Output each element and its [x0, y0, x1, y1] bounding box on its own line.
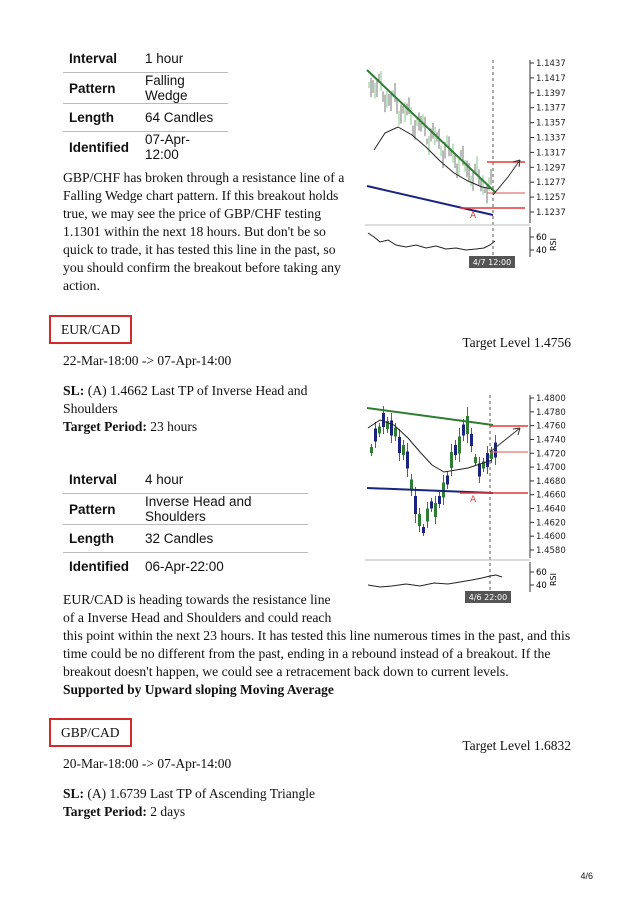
row-value: Inverse Head and Shoulders	[139, 494, 308, 525]
candle-body	[426, 509, 429, 522]
supported-text: Supported by Upward sloping Moving Average	[63, 682, 334, 697]
time-label: 4/7 12:00	[472, 258, 512, 267]
price-tick-label: 1.4780	[536, 407, 566, 418]
candle-body	[454, 445, 457, 455]
row-label: Interval	[63, 45, 139, 73]
rsi-label: RSI	[549, 238, 558, 251]
candle-body	[390, 421, 393, 436]
price-tick-label: 1.1237	[536, 208, 566, 218]
candle-body	[494, 443, 497, 458]
price-tick-label: 1.1277	[536, 178, 566, 189]
sl-line-3	[63, 785, 315, 803]
row-label: Identified	[69, 139, 129, 155]
candle-body	[406, 452, 409, 469]
row-value: 64 Candles	[139, 104, 228, 132]
price-tick-label: 1.1357	[536, 118, 566, 129]
row-label: Pattern	[63, 73, 139, 104]
price-tick-label: 1.1437	[536, 59, 566, 69]
price-ticks	[530, 59, 566, 218]
candle-body	[466, 416, 469, 434]
candle-body	[374, 429, 377, 442]
price-tick-label: 1.4580	[536, 546, 566, 556]
price-tick-label: 1.1337	[536, 133, 566, 144]
candle-body	[422, 527, 425, 533]
description-2-line: EUR/CAD is heading towards the resistance line	[63, 592, 331, 607]
rsi-label: RSI	[549, 573, 558, 586]
candle-body	[434, 503, 437, 517]
description-2-line: this point within the next 23 hours. It has tested this line numerous times in the past, and this time could be no different from the past, ending in a rebound instead of a breakout. If the breakout doesn't happen, we could see a retracement back down to current levels.	[63, 628, 571, 679]
price-tick-label: 1.4740	[536, 435, 566, 446]
table-row	[63, 132, 228, 163]
candles	[370, 406, 497, 536]
table-row	[63, 466, 308, 494]
candle-body	[382, 413, 385, 427]
pattern-info-table-1	[63, 45, 228, 162]
projection-arrow	[490, 428, 520, 452]
target-period-value: 23 hours	[150, 419, 198, 434]
row-label: Interval	[63, 466, 139, 494]
row-label: Length	[63, 525, 139, 553]
target-period-2	[63, 418, 197, 436]
price-tick-label: 1.1397	[536, 88, 566, 99]
row-label: Pattern	[63, 494, 139, 525]
target-level-3: Target Level 1.6832	[462, 738, 571, 753]
price-tick-label: 1.4660	[536, 490, 566, 501]
candle-body	[430, 502, 433, 509]
row-value: 4 hour	[139, 466, 308, 494]
point-a-label: A	[470, 495, 477, 505]
table-row	[63, 494, 308, 525]
candle-body	[378, 427, 381, 434]
price-tick-label: 1.4680	[536, 476, 566, 487]
pair-box-eurcad: EUR/CAD	[49, 315, 132, 344]
table-row	[63, 45, 228, 73]
candle-body	[450, 452, 453, 468]
table-row	[63, 525, 308, 553]
target-period-3	[63, 803, 185, 821]
supported-note	[63, 681, 334, 699]
description-1: GBP/CHF has broken through a resistance line of a Falling Wedge chart pattern. If this breakout holds true, we may see the price of GBP/CHF testing 1.1301 within the next 18 hours. But don't be so quick to trade, it has tested this line in the past, so you should confirm the breakout before taking any action.	[63, 170, 345, 293]
candle-body	[398, 437, 401, 453]
price-tick-label: 1.1257	[536, 193, 566, 204]
row-value: 07-Apr-12:00	[145, 132, 191, 162]
candle-body	[462, 425, 465, 436]
price-tick-label: 1.1297	[536, 163, 566, 174]
candle-body	[402, 445, 405, 455]
table-row	[63, 73, 228, 104]
candle-body	[478, 464, 481, 477]
candle-body	[370, 447, 373, 453]
row-value: 1 hour	[139, 45, 228, 73]
candle-body	[418, 514, 421, 526]
target-period-value: 2 days	[150, 804, 186, 819]
candle-body	[414, 496, 417, 514]
rsi-line	[368, 575, 502, 587]
row-label: Length	[63, 104, 139, 132]
point-a-label: A	[470, 211, 477, 221]
price-tick-label: 1.4620	[536, 518, 566, 529]
rsi-tick-60: 60	[536, 568, 547, 578]
eurcad-chart	[360, 390, 575, 605]
page-number: 4/6	[580, 871, 593, 881]
price-ticks	[530, 394, 566, 556]
target-period-label: Target Period:	[63, 804, 147, 819]
table-row	[63, 104, 228, 132]
price-tick-label: 1.4720	[536, 449, 566, 460]
description-2-line: of a Inverse Head and Shoulders and could reach	[63, 610, 332, 625]
candle-body	[458, 437, 461, 454]
sl-label: SL:	[63, 786, 85, 801]
pattern-info-table-2	[63, 466, 308, 580]
price-tick-label: 1.4600	[536, 532, 566, 543]
target-level-2: Target Level 1.4756	[462, 335, 571, 350]
price-tick-label: 1.4640	[536, 504, 566, 515]
sl-text: (A) 1.4662 Last TP of Inverse Head and Shoulders	[63, 383, 308, 416]
row-value: Falling Wedge	[139, 73, 228, 104]
date-range-2: 22-Mar-18:00 -> 07-Apr-14:00	[63, 353, 232, 368]
rsi-tick-60: 60	[536, 233, 547, 243]
candle-body	[486, 453, 489, 467]
row-value: 06-Apr-22:00	[145, 559, 224, 574]
rsi-tick-40: 40	[536, 246, 547, 256]
price-tick-label: 1.1377	[536, 103, 566, 114]
rsi-tick-40: 40	[536, 581, 547, 591]
gbpchf-chart	[360, 55, 575, 270]
candle-body	[438, 496, 441, 504]
time-label: 4/6 22:00	[468, 593, 508, 602]
candle-body	[470, 434, 473, 446]
price-tick-label: 1.1317	[536, 148, 566, 159]
date-range-3: 20-Mar-18:00 -> 07-Apr-14:00	[63, 756, 232, 771]
price-tick-label: 1.1417	[536, 73, 566, 84]
row-value: 32 Candles	[139, 525, 308, 553]
price-tick-label: 1.4800	[536, 394, 566, 404]
candle-body	[394, 428, 397, 437]
sl-label: SL:	[63, 383, 85, 398]
pair-box-gbpcad: GBP/CAD	[49, 718, 132, 747]
row-label: Identified	[69, 559, 129, 574]
sl-line-2	[63, 382, 338, 418]
table-row	[63, 553, 308, 581]
price-tick-label: 1.4700	[536, 463, 566, 474]
chart-background	[365, 60, 530, 260]
price-tick-label: 1.4760	[536, 421, 566, 432]
sl-text: (A) 1.6739 Last TP of Ascending Triangle	[87, 786, 316, 801]
target-period-label: Target Period:	[63, 419, 147, 434]
candle-body	[446, 476, 449, 485]
candle-body	[474, 457, 477, 463]
